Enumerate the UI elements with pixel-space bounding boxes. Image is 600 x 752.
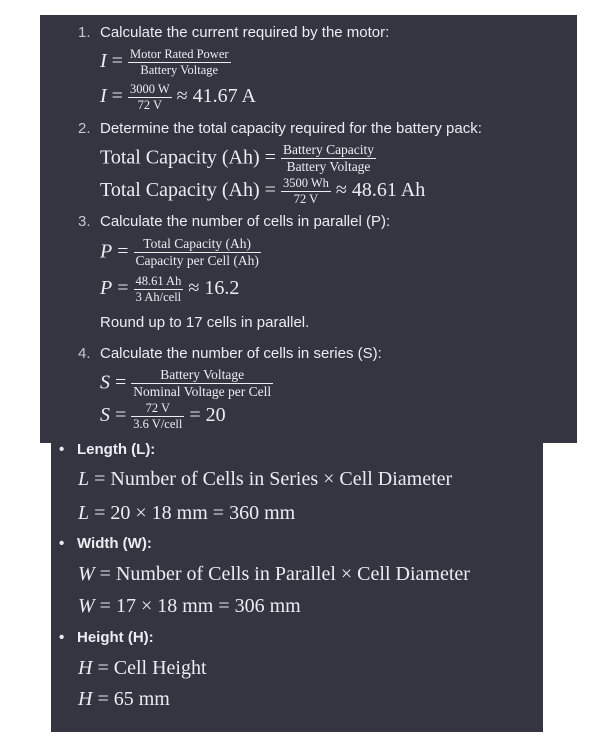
height-value	[78, 688, 170, 711]
length-formula	[78, 468, 452, 491]
eq-lhs: H	[78, 688, 93, 710]
capacity-value	[100, 177, 425, 206]
step-number: 2.	[78, 120, 91, 137]
equals-sign: =	[117, 277, 129, 300]
denominator: Battery Voltage	[140, 63, 219, 78]
eq-lhs: I	[100, 85, 107, 108]
equals-sign: =	[111, 50, 123, 73]
step-text: Calculate the number of cells in series (S):	[100, 345, 382, 362]
bullet-label: Width (W):	[77, 535, 152, 552]
series-formula	[100, 368, 273, 399]
eq-lhs: S	[100, 404, 110, 427]
eq-result: ≈ 41.67 A	[176, 85, 256, 108]
step-text: Calculate the current required by the motor:	[100, 24, 390, 41]
step-number: 1.	[78, 24, 91, 41]
fraction	[134, 237, 261, 268]
bullet-width	[59, 535, 152, 552]
bullet-label: Length (L):	[77, 441, 156, 458]
round-note: Round up to 17 cells in parallel.	[100, 314, 310, 331]
eq-rhs: = 20 × 18 mm = 360 mm	[94, 502, 296, 524]
step-2	[78, 120, 482, 137]
eq-rhs: = Number of Cells in Parallel × Cell Diameter	[99, 563, 470, 585]
numerator: 72 V	[131, 402, 184, 417]
eq-lhs: Total Capacity (Ah)	[100, 146, 260, 169]
eq-rhs: = 65 mm	[97, 688, 170, 710]
fraction	[281, 143, 376, 174]
numerator: 3000 W	[128, 83, 172, 98]
bullet-label: Height (H):	[77, 629, 154, 646]
eq-lhs: W	[78, 595, 95, 617]
fraction	[131, 402, 184, 431]
eq-result: ≈ 48.61 Ah	[335, 179, 426, 202]
eq-lhs: P	[100, 240, 113, 263]
denominator: Capacity per Cell (Ah)	[135, 253, 259, 269]
step-number: 4.	[78, 345, 91, 362]
current-value	[100, 83, 256, 112]
eq-result: = 20	[189, 404, 226, 427]
eq-lhs: W	[78, 563, 95, 585]
step-text: Determine the total capacity required for the battery pack:	[100, 120, 482, 137]
eq-lhs: I	[100, 50, 107, 73]
eq-result: ≈ 16.2	[188, 277, 240, 300]
bullet-length	[59, 441, 155, 458]
width-formula	[78, 563, 470, 586]
eq-lhs: P	[100, 277, 113, 300]
numerator: Battery Capacity	[281, 143, 376, 159]
denominator: 72 V	[137, 98, 163, 113]
capacity-formula	[100, 143, 376, 174]
numerator: Motor Rated Power	[128, 48, 231, 63]
current-formula	[100, 48, 231, 77]
steps-panel	[40, 15, 577, 443]
parallel-formula	[100, 237, 261, 268]
numerator: Battery Voltage	[131, 368, 273, 384]
denominator: 72 V	[293, 192, 319, 207]
step-number: 3.	[78, 213, 91, 230]
step-3	[78, 213, 390, 230]
height-formula	[78, 657, 207, 680]
fraction	[128, 83, 172, 112]
eq-lhs: Total Capacity (Ah)	[100, 179, 260, 202]
parallel-value	[100, 275, 239, 304]
bullet-icon: •	[59, 441, 65, 458]
fraction	[131, 368, 273, 399]
equals-sign: =	[115, 404, 127, 427]
numerator: 48.61 Ah	[134, 275, 184, 290]
equals-sign: =	[111, 85, 123, 108]
denominator: 3 Ah/cell	[135, 290, 182, 305]
eq-lhs: H	[78, 657, 93, 679]
eq-rhs: = Number of Cells in Series × Cell Diameter	[94, 468, 453, 490]
denominator: 3.6 V/cell	[133, 417, 183, 432]
width-value	[78, 595, 301, 618]
denominator: Battery Voltage	[286, 159, 371, 175]
bullet-icon: •	[59, 629, 65, 646]
numerator: Total Capacity (Ah)	[134, 237, 261, 253]
eq-lhs: S	[100, 371, 110, 394]
equals-sign: =	[264, 179, 276, 202]
eq-rhs: = 17 × 18 mm = 306 mm	[99, 595, 301, 617]
equals-sign: =	[115, 371, 127, 394]
step-text: Calculate the number of cells in parallel (P):	[100, 213, 391, 230]
equals-sign: =	[264, 146, 276, 169]
eq-lhs: L	[78, 502, 90, 524]
length-value	[78, 502, 295, 525]
fraction	[281, 177, 331, 206]
denominator: Nominal Voltage per Cell	[133, 384, 272, 400]
step-4	[78, 345, 382, 362]
series-value	[100, 402, 226, 431]
numerator: 3500 Wh	[281, 177, 331, 192]
dimensions-panel	[51, 438, 543, 732]
fraction	[128, 48, 231, 77]
eq-rhs: = Cell Height	[97, 657, 207, 679]
equals-sign: =	[117, 240, 129, 263]
bullet-height	[59, 629, 154, 646]
bullet-icon: •	[59, 535, 65, 552]
fraction	[134, 275, 184, 304]
eq-lhs: L	[78, 468, 90, 490]
step-1	[78, 24, 389, 41]
